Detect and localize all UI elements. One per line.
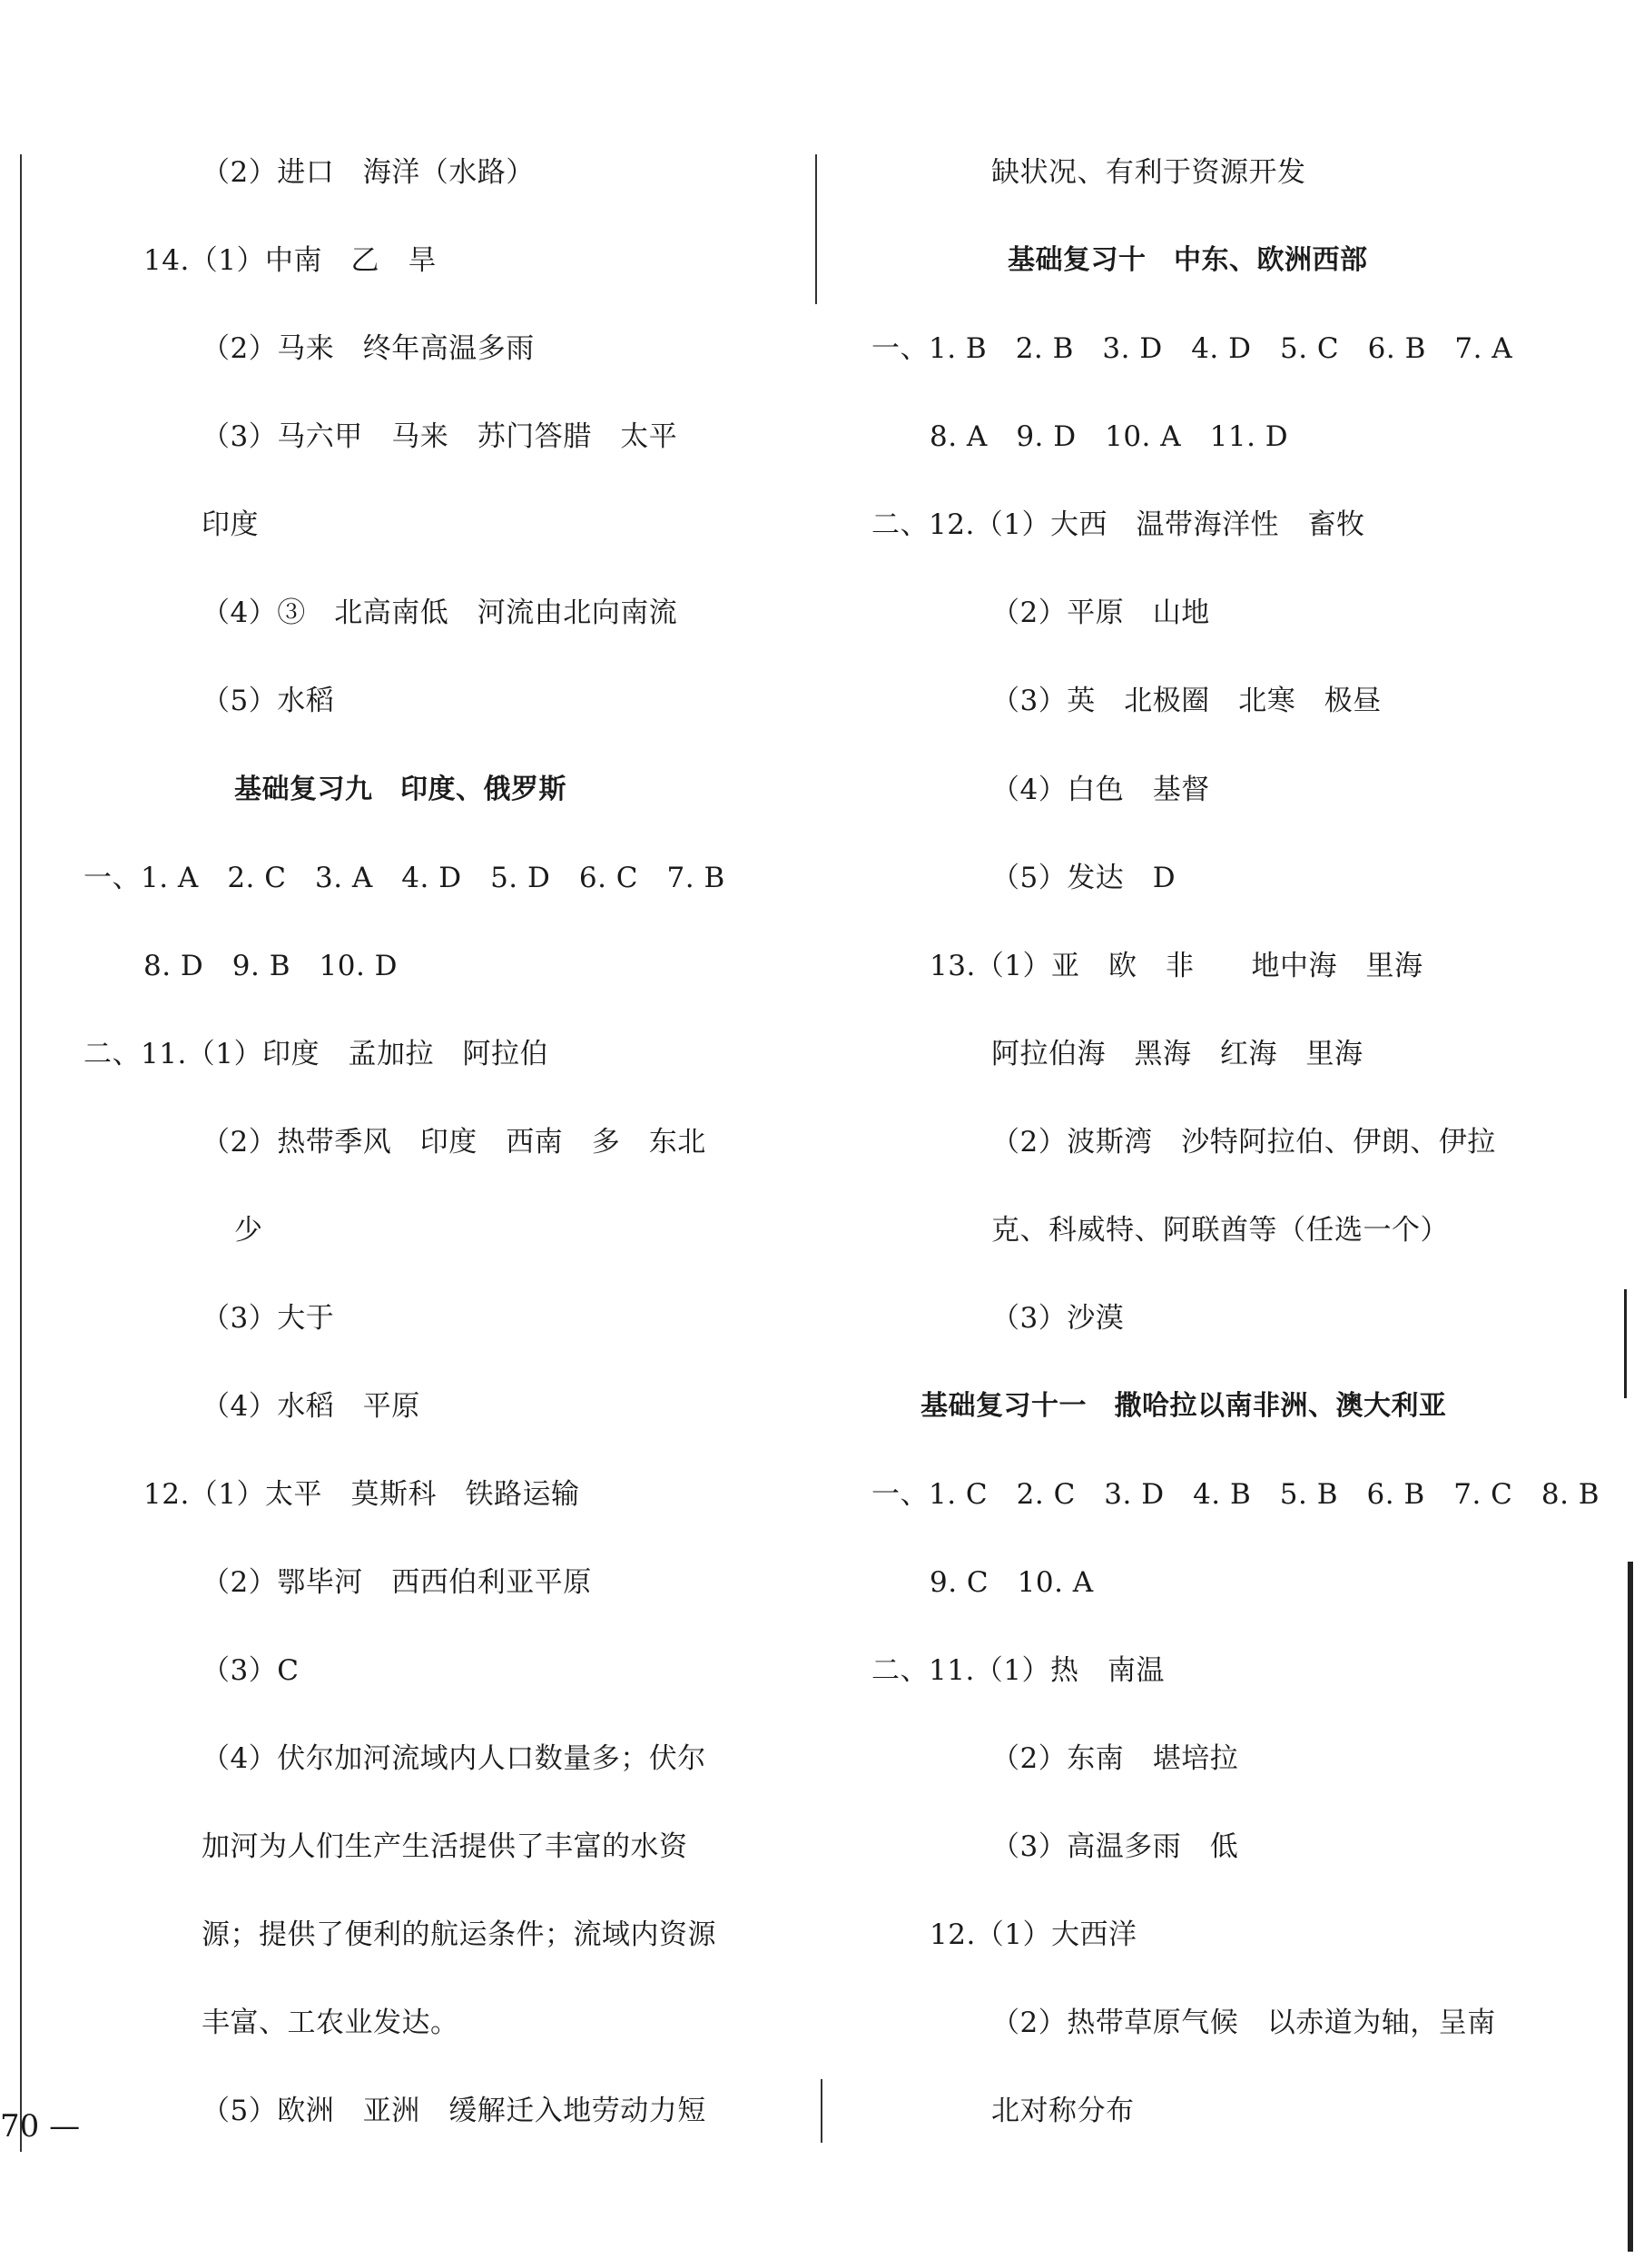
answer-line: （4）伏尔加河流域内人口数量多；伏尔 — [202, 1742, 706, 1775]
answer-line: （2）马来 终年高温多雨 — [202, 332, 535, 365]
answer-line: 克、科威特、阿联酋等（任选一个） — [991, 1214, 1449, 1247]
answer-line: （2）东南 堪培拉 — [991, 1742, 1239, 1775]
answer-line: 缺状况、有利于资源开发 — [991, 156, 1306, 189]
scan-edge-mark — [1624, 1289, 1627, 1398]
section-heading: 基础复习十 中东、欧洲西部 — [1008, 244, 1368, 276]
left-margin-rule — [20, 154, 22, 2152]
answer-line: （3）高温多雨 低 — [991, 1830, 1239, 1863]
answer-line: 一、1. A 2. C 3. A 4. D 5. D 6. C 7. B — [84, 862, 725, 894]
answer-line: （2）热带草原气候 以赤道为轴，呈南 — [991, 2007, 1496, 2039]
answer-line: （2）平原 山地 — [991, 597, 1210, 629]
answer-line: （4）③ 北高南低 河流由北向南流 — [202, 597, 678, 629]
answer-line: （2）鄂毕河 西西伯利亚平原 — [202, 1566, 592, 1599]
answer-line: 二、12.（1）大西 温带海洋性 畜牧 — [871, 508, 1365, 541]
section-heading: 基础复习九 印度、俄罗斯 — [234, 774, 566, 805]
answer-line: 阿拉伯海 黑海 红海 里海 — [991, 1038, 1363, 1070]
answer-line: 二、11.（1）热 南温 — [871, 1654, 1166, 1687]
answer-line: （4）白色 基督 — [991, 774, 1210, 806]
answer-line: （2）进口 海洋（水路） — [202, 156, 535, 189]
answer-line: 8. A 9. D 10. A 11. D — [930, 420, 1289, 453]
answer-line: 印度 — [202, 508, 259, 541]
answer-line: 8. D 9. B 10. D — [143, 950, 399, 982]
answer-line: （3）沙漠 — [991, 1302, 1125, 1335]
answer-line: （2）波斯湾 沙特阿拉伯、伊朗、伊拉 — [991, 1126, 1496, 1159]
answer-line: 9. C 10. A — [930, 1566, 1094, 1599]
answer-line: （3）马六甲 马来 苏门答腊 太平 — [202, 420, 678, 453]
scan-edge-mark — [1628, 1562, 1633, 2252]
answer-line: 12.（1）大西洋 — [930, 1918, 1137, 1951]
answer-line: 一、1. B 2. B 3. D 4. D 5. C 6. B 7. A — [871, 332, 1513, 365]
answer-line: （3）C — [202, 1654, 300, 1687]
answer-line: （5）发达 D — [991, 862, 1176, 894]
answer-line: 13.（1）亚 欧 非 地中海 里海 — [930, 950, 1423, 982]
answer-line: （4）水稻 平原 — [202, 1390, 420, 1423]
answer-line: （3）大于 — [202, 1302, 335, 1335]
answer-line: 丰富、工农业发达。 — [202, 2007, 459, 2039]
column-divider-lower — [821, 2079, 822, 2143]
answer-line: 北对称分布 — [991, 2095, 1135, 2127]
answer-line: 一、1. C 2. C 3. D 4. B 5. B 6. B 7. C 8. B — [871, 1478, 1600, 1511]
answer-line: 源；提供了便利的航运条件；流域内资源 — [202, 1918, 716, 1951]
answer-line: （3）英 北极圈 北寒 极昼 — [991, 685, 1382, 717]
page-number: 70 — — [0, 2108, 81, 2145]
answer-line: 少 — [234, 1214, 263, 1247]
answer-line: 12.（1）太平 莫斯科 铁路运输 — [143, 1478, 580, 1511]
answer-line: 加河为人们生产生活提供了丰富的水资 — [202, 1830, 688, 1863]
answer-line: （2）热带季风 印度 西南 多 东北 — [202, 1126, 706, 1159]
section-heading: 基础复习十一 撒哈拉以南非洲、澳大利亚 — [920, 1390, 1447, 1422]
answer-line: （5）欧洲 亚洲 缓解迁入地劳动力短 — [202, 2095, 706, 2127]
answer-line: 14.（1）中南 乙 旱 — [143, 244, 438, 277]
answer-line: 二、11.（1）印度 孟加拉 阿拉伯 — [84, 1038, 549, 1070]
column-divider — [815, 154, 817, 304]
answer-line: （5）水稻 — [202, 685, 335, 717]
